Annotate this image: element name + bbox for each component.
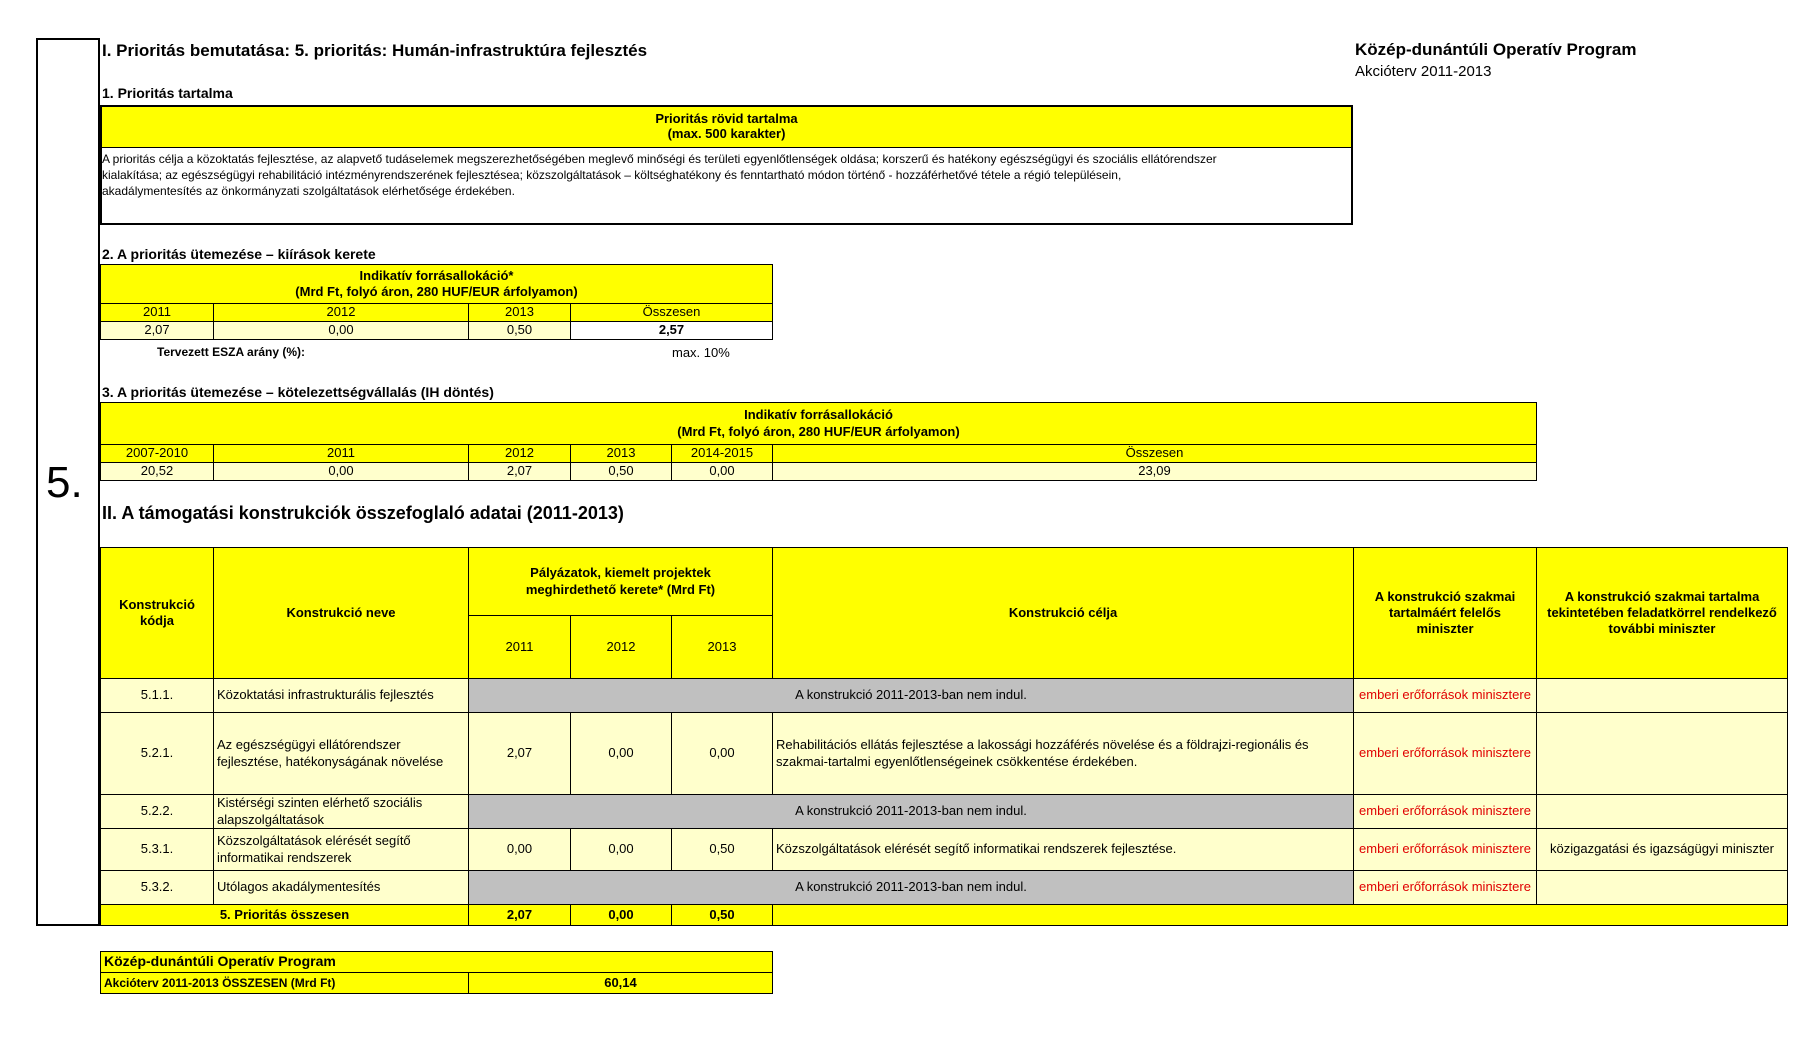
footer-total-value: 60,14 xyxy=(468,972,773,994)
s2-val-total: 2,57 xyxy=(570,321,773,340)
row-value-2013: 0,00 xyxy=(671,712,773,795)
s3-val-2014-2015: 0,00 xyxy=(671,462,773,481)
s1-box-title-1: Prioritás rövid tartalma xyxy=(655,111,798,126)
row-minister: emberi erőforrások minisztere xyxy=(1353,870,1537,905)
s2-head-1: Indikatív forrásallokáció* xyxy=(359,267,514,283)
s3-head-2: (Mrd Ft, folyó áron, 280 HUF/EUR árfolyamon) xyxy=(677,423,960,439)
row-code: 5.2.2. xyxy=(100,794,214,829)
total-rest xyxy=(772,904,1788,926)
s1-text-line-2: kialakítása; az egészségügyi rehabilitáció intézményrendszerének fejlesztésea; közszolgáltatások – költséghatékony és fenntartható módon történő - hozzáférhetővé tétele a régió településein, xyxy=(102,168,1122,182)
col-name-header: Konstrukció neve xyxy=(213,547,469,679)
col-frame-header: Pályázatok, kiemelt projektek meghirdethető kerete* (Mrd Ft) xyxy=(468,547,773,616)
row-name: Utólagos akadálymentesítés xyxy=(213,870,469,905)
row-name: Közszolgáltatások elérését segítő informatikai rendszerek xyxy=(213,828,469,871)
s2-col-2011: 2011 xyxy=(100,303,214,322)
s3-col-2007-2010: 2007-2010 xyxy=(100,444,214,463)
row-name: Az egészségügyi ellátórendszer fejlesztése, hatékonyságának növelése xyxy=(213,712,469,795)
s3-heading: 3. A prioritás ütemezése – kötelezettségvállalás (IH döntés) xyxy=(102,384,494,400)
s1-text-line-1: A prioritás célja a közoktatás fejlesztése, az alapvető tudáselemek megszerezhetőségében meglevő minőségi és területi egyenlőtlenségek oldása; korszerű és hatékony egészségügyi és szociális ellátórendszer xyxy=(102,152,1217,166)
row-value-2012: 0,00 xyxy=(570,828,672,871)
s3-val-total: 23,09 xyxy=(772,462,1537,481)
row-minister: emberi erőforrások minisztere xyxy=(1353,712,1537,795)
row-goal: Rehabilitációs ellátás fejlesztése a lakossági hozzáférés növelése és a földrajzi-regionális és szakmai-tartalmi egyenlőtlenségeinek csökkentése érdekében. xyxy=(772,712,1354,795)
s3-col-2011: 2011 xyxy=(213,444,469,463)
total-2013: 0,50 xyxy=(671,904,773,926)
s2-val-2011: 2,07 xyxy=(100,321,214,340)
col-minister-header: A konstrukció szakmai tartalmáért felelős miniszter xyxy=(1353,547,1537,679)
row-value-2012: 0,00 xyxy=(570,712,672,795)
esza-value: max. 10% xyxy=(672,345,730,360)
row-code: 5.3.2. xyxy=(100,870,214,905)
s1-box-header xyxy=(102,107,1351,148)
footer-program: Közép-dunántúli Operatív Program xyxy=(100,951,773,973)
s4-heading: II. A támogatási konstrukciók összefoglaló adatai (2011-2013) xyxy=(102,503,624,523)
col-code-header: Konstrukció kódja xyxy=(100,547,214,679)
s3-val-2012: 2,07 xyxy=(468,462,571,481)
plan-name: Akcióterv 2011-2013 xyxy=(1355,63,1492,80)
page-title: I. Prioritás bemutatása: 5. prioritás: Humán-infrastruktúra fejlesztés xyxy=(102,41,648,60)
s2-val-2012: 0,00 xyxy=(213,321,469,340)
col-minister2-header: A konstrukció szakmai tartalma tekintetében feladatkörrel rendelkező további miniszter xyxy=(1536,547,1788,679)
s2-head-2: (Mrd Ft, folyó áron, 280 HUF/EUR árfolyamon) xyxy=(295,284,578,299)
s2-val-2013: 0,50 xyxy=(468,321,571,340)
row-not-started: A konstrukció 2011-2013-ban nem indul. xyxy=(468,678,1354,713)
s3-col-2013: 2013 xyxy=(570,444,672,463)
esza-label: Tervezett ESZA arány (%): xyxy=(157,345,306,359)
s1-box-title-2: (max. 500 karakter) xyxy=(667,126,786,141)
row-minister2 xyxy=(1536,794,1788,829)
s2-header xyxy=(100,264,773,304)
s3-col-total: Összesen xyxy=(772,444,1537,463)
col-goal-header: Konstrukció célja xyxy=(772,547,1354,679)
s3-header xyxy=(100,402,1537,445)
total-2012: 0,00 xyxy=(570,904,672,926)
row-minister: emberi erőforrások minisztere xyxy=(1353,828,1537,871)
s3-val-2007-2010: 20,52 xyxy=(100,462,214,481)
row-value-2013: 0,50 xyxy=(671,828,773,871)
row-code: 5.2.1. xyxy=(100,712,214,795)
row-minister2 xyxy=(1536,678,1788,713)
total-label: 5. Prioritás összesen xyxy=(100,904,469,926)
row-minister: emberi erőforrások minisztere xyxy=(1353,678,1537,713)
row-minister2: közigazgatási és igazságügyi miniszter xyxy=(1536,828,1788,871)
s1-heading: 1. Prioritás tartalma xyxy=(102,85,233,101)
side-number: 5. xyxy=(46,458,83,507)
s2-col-2013: 2013 xyxy=(468,303,571,322)
row-not-started: A konstrukció 2011-2013-ban nem indul. xyxy=(468,794,1354,829)
s2-col-total: Összesen xyxy=(570,303,773,322)
total-2011: 2,07 xyxy=(468,904,571,926)
s1-text-line-3: akadálymentesítés az önkormányzati szolgáltatások elérhetősége érdekében. xyxy=(102,184,515,198)
row-minister2 xyxy=(1536,712,1788,795)
s1-text xyxy=(102,151,1350,199)
col-year-2012: 2012 xyxy=(570,615,672,679)
s3-col-2012: 2012 xyxy=(468,444,571,463)
s3-val-2011: 0,00 xyxy=(213,462,469,481)
row-minister: emberi erőforrások minisztere xyxy=(1353,794,1537,829)
row-goal: Közszolgáltatások elérését segítő informatikai rendszerek fejlesztése. xyxy=(772,828,1354,871)
s3-col-2014-2015: 2014-2015 xyxy=(671,444,773,463)
program-name: Közép-dunántúli Operatív Program xyxy=(1355,40,1637,59)
row-value-2011: 2,07 xyxy=(468,712,571,795)
row-value-2011: 0,00 xyxy=(468,828,571,871)
row-name: Közoktatási infrastrukturális fejlesztés xyxy=(213,678,469,713)
col-year-2013: 2013 xyxy=(671,615,773,679)
row-minister2 xyxy=(1536,870,1788,905)
row-code: 5.1.1. xyxy=(100,678,214,713)
col-year-2011: 2011 xyxy=(468,615,571,679)
s3-head-1: Indikatív forrásallokáció xyxy=(744,407,893,423)
row-not-started: A konstrukció 2011-2013-ban nem indul. xyxy=(468,870,1354,905)
s2-col-2012: 2012 xyxy=(213,303,469,322)
footer-total-label: Akcióterv 2011-2013 ÖSSZESEN (Mrd Ft) xyxy=(100,972,469,994)
row-code: 5.3.1. xyxy=(100,828,214,871)
s2-heading: 2. A prioritás ütemezése – kiírások kerete xyxy=(102,246,376,262)
s3-val-2013: 0,50 xyxy=(570,462,672,481)
row-name: Kistérségi szinten elérhető szociális alapszolgáltatások xyxy=(213,794,469,829)
